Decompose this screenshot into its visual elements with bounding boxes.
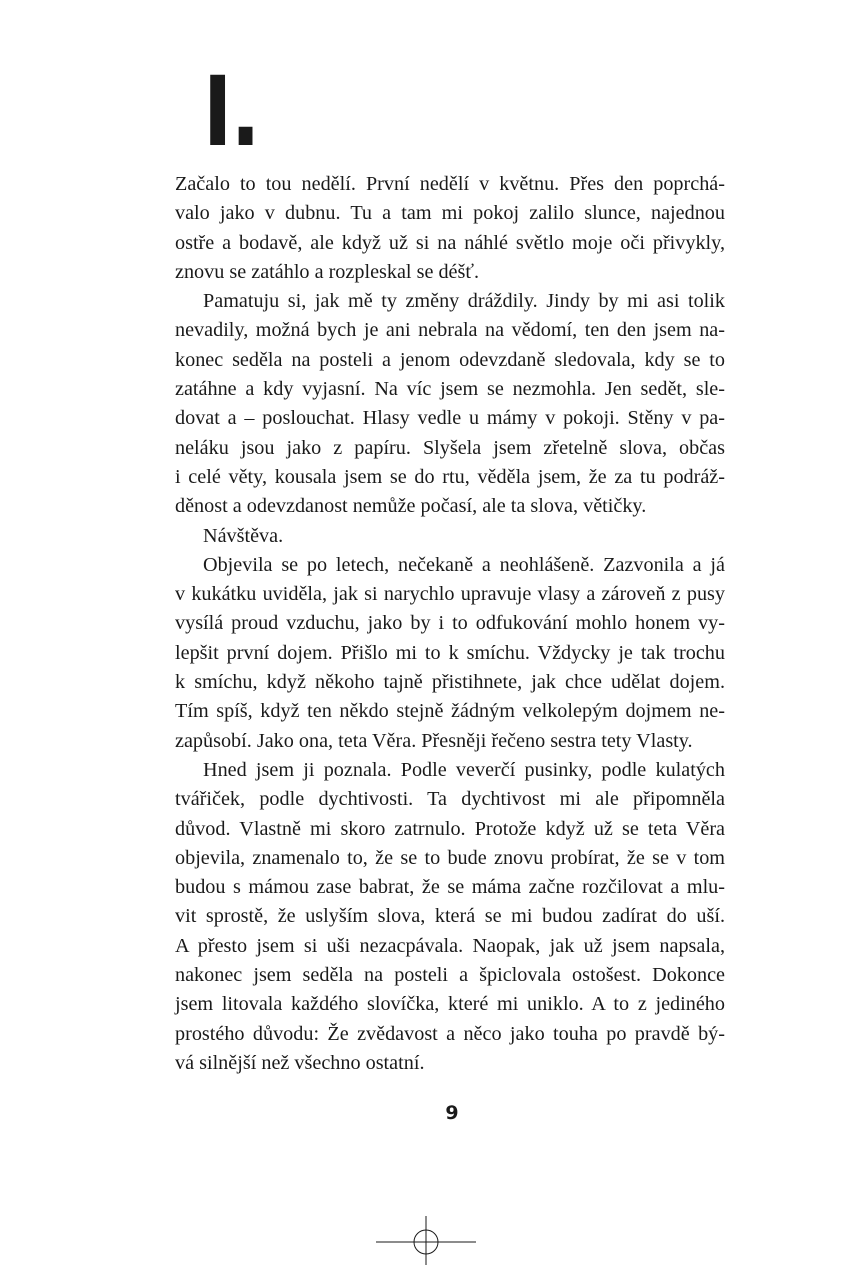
text-line: zapůsobí. Jako ona, teta Věra. Přesněji řečeno sestra tety Vlasty.	[175, 729, 693, 752]
text-line: Objevila se po letech, nečekaně a neohlášeně. Zazvonila a já	[203, 553, 725, 576]
text-line: neláku jsou jako z papíru. Slyšela jsem zřetelně slova, občas	[175, 436, 725, 459]
text-line: objevila, znamenalo to, že se to bude znovu probírat, že se v tom	[175, 846, 725, 869]
text-line: v kukátku uviděla, jak si narychlo upravuje vlasy a zároveň z pusy	[175, 583, 725, 606]
text-line: jsem litovala každého slovíčka, které mi uniklo. A to z jediného	[175, 993, 725, 1016]
text-line: valo jako v dubnu. Tu a tam mi pokoj zalilo slunce, najednou	[175, 202, 725, 225]
text-line: Návštěva.	[203, 524, 284, 547]
text-line: A přesto jsem si uši nezacpávala. Naopak, jak už jsem napsala,	[175, 934, 725, 957]
chapter-number: I.	[203, 56, 259, 168]
paragraph	[175, 522, 725, 551]
paragraph	[175, 756, 725, 1078]
text-line: i celé věty, kousala jsem se do rtu, věděla jsem, že za tu podráž-	[175, 465, 725, 488]
text-line: Začalo to tou nedělí. První nedělí v květnu. Přes den poprchá-	[175, 173, 725, 195]
text-line: Pamatuju si, jak mě ty změny dráždily. Jindy by mi asi tolik	[203, 290, 725, 313]
text-line: děnost a odevzdanost nemůže počasí, ale ta slova, větičky.	[175, 495, 647, 518]
text-line: tvářiček, podle dychtivosti. Ta dychtivost mi ale připomněla	[175, 788, 725, 811]
text-line: konec seděla na posteli a jenom odevzdaně sledovala, kdy se to	[175, 348, 725, 371]
text-line: Hned jsem ji poznala. Podle veverčí pusinky, podle kulatých	[203, 758, 725, 781]
paragraph	[175, 551, 725, 756]
text-line: dovat a – poslouchat. Hlasy vedle u mámy v pokoji. Stěny v pa-	[175, 407, 725, 430]
text-line: vit sprostě, že uslyším slova, která se mi budou zadírat do uší.	[175, 905, 725, 928]
text-line: budou s mámou zase babrat, že se máma začne rozčilovat a mlu-	[175, 876, 725, 899]
paragraph	[175, 287, 725, 521]
text-line: prostého důvodu: Že zvědavost a něco jako touha po pravdě bý-	[175, 1022, 725, 1045]
text-line: ostře a bodavě, ale když už si na náhlé světlo moje oči přivykly,	[175, 231, 725, 254]
text-line: důvod. Vlastně mi skoro zatrnulo. Protože když už se teta Věra	[175, 817, 725, 840]
text-line: k smíchu, když někoho tajně přistihnete, jak chce udělat dojem.	[175, 671, 725, 694]
text-line: Tím spíš, když ten někdo stejně žádným velkolepým dojmem ne-	[175, 700, 725, 723]
page-number: 9	[445, 1102, 459, 1124]
paragraph	[175, 170, 725, 287]
crop-mark-icon	[376, 1216, 476, 1265]
text-line: nevadily, možná bych je ani nebrala na vědomí, ten den jsem na-	[175, 319, 725, 342]
text-line: nakonec jsem seděla na posteli a špiclovala ostošest. Dokonce	[175, 964, 725, 987]
text-line: vysílá proud vzduchu, jako by i to odfukování mohlo honem vy-	[175, 612, 725, 635]
text-line: vá silnější než všechno ostatní.	[175, 1051, 425, 1074]
body-text	[175, 170, 725, 1078]
text-line: znovu se zatáhlo a rozpleskal se déšť.	[175, 260, 480, 283]
text-line: zatáhne a kdy vyjasní. Na víc jsem se nezmohla. Jen sedět, sle-	[175, 378, 725, 401]
text-line: lepšit první dojem. Přišlo mi to k smíchu. Vždycky je tak trochu	[175, 641, 725, 664]
